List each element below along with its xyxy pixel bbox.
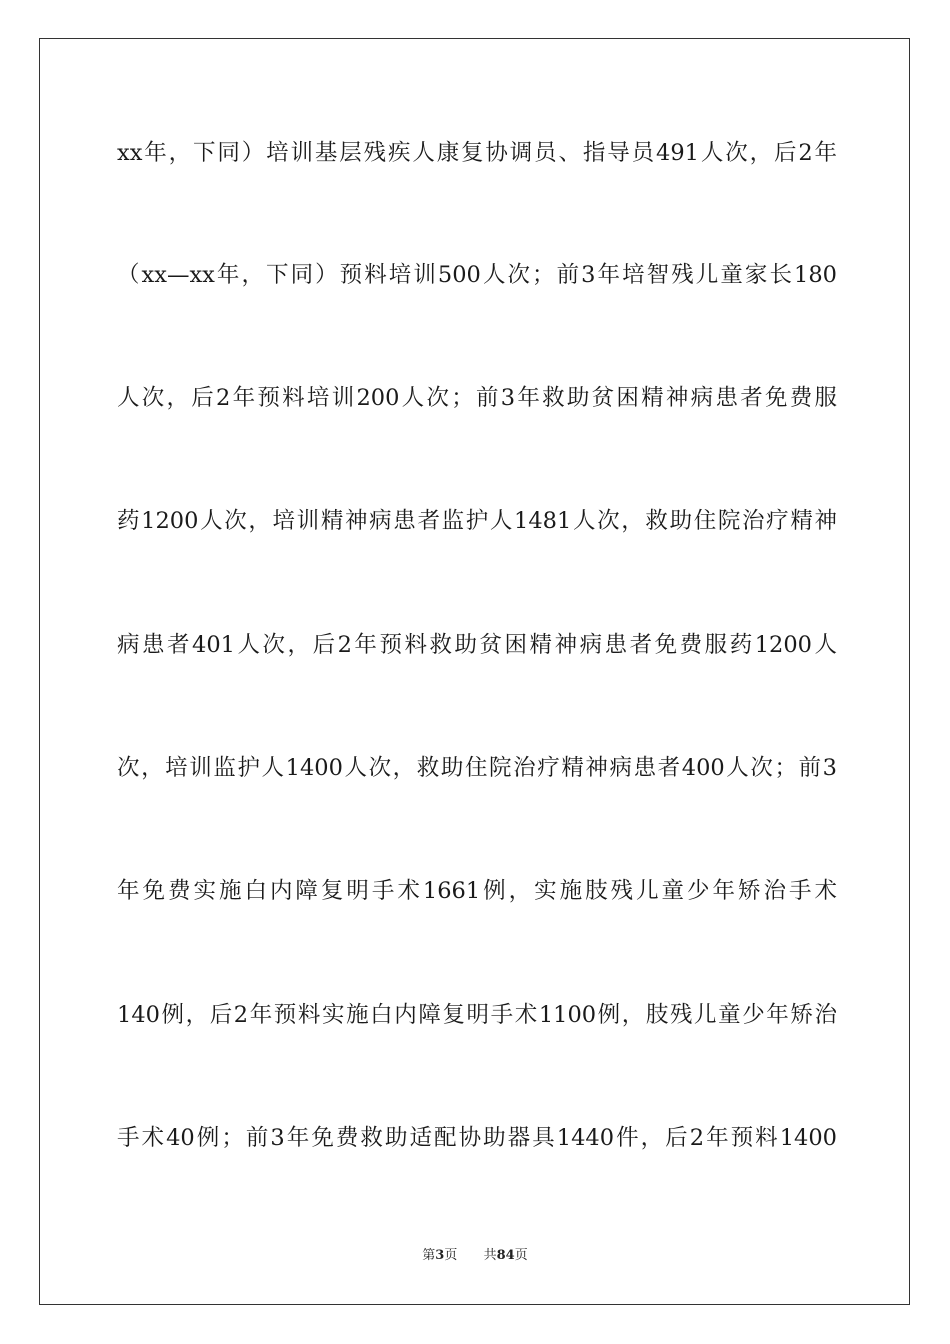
- body-text-line: 人次，后2年预料培训200人次；前3年救助贫困精神病患者免费服: [117, 385, 837, 411]
- body-text-line: （xx—xx年，下同）预料培训500人次；前3年培智残儿童家长180: [117, 262, 837, 288]
- page-number-label: [422, 1247, 457, 1265]
- body-text-line: xx年，下同）培训基层残疾人康复协调员、指导员491人次，后2年: [117, 140, 837, 166]
- current-page-number: 3: [435, 1248, 445, 1263]
- page-prefix: 第: [422, 1248, 436, 1263]
- total-pages-number: 84: [496, 1248, 515, 1263]
- body-text-line: 140例，后2年预料实施白内障复明手术1100例，肢残儿童少年矫治: [117, 1002, 837, 1028]
- total-suffix: 页: [514, 1248, 528, 1263]
- body-text-line: 手术40例；前3年免费救助适配协助器具1440件，后2年预料1400: [117, 1125, 837, 1151]
- page-suffix: 页: [444, 1248, 458, 1263]
- body-text-line: 次，培训监护人1400人次，救助住院治疗精神病患者400人次；前3: [117, 755, 837, 781]
- total-pages-label: [484, 1247, 528, 1265]
- page-border: [39, 38, 910, 1305]
- body-text-line: 药1200人次，培训精神病患者监护人1481人次，救助住院治疗精神: [117, 508, 837, 534]
- total-prefix: 共: [483, 1248, 497, 1263]
- body-text-line: 年免费实施白内障复明手术1661例，实施肢残儿童少年矫治手术: [117, 878, 837, 904]
- body-text-line: 病患者401人次，后2年预料救助贫困精神病患者免费服药1200人: [117, 632, 837, 658]
- page-footer: [0, 1247, 950, 1265]
